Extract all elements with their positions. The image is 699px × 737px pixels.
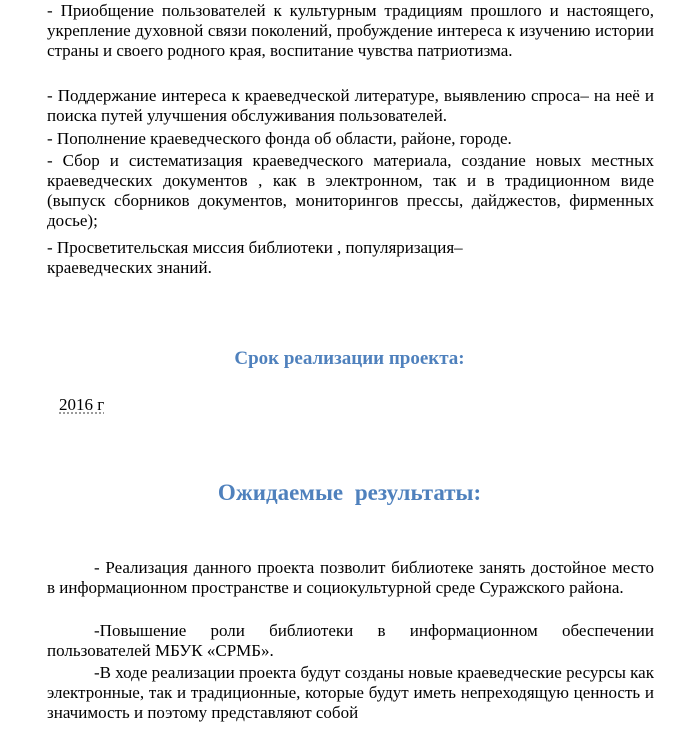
goal-item-4: - Сбор и систематизация краеведческого материала, создание новых местных краеведческих документов , как в электронном, так и в традиционном виде (выпуск сборников документов, мониторингов прессы, дайджестов, фирменных досье); — [47, 151, 654, 230]
deadline-heading: Срок реализации проекта: — [234, 348, 465, 369]
goal-item-2: - Поддержание интереса к краеведческой литературе, выявлению спроса– на неё и поиска путей улучшения обслуживания пользователей. — [47, 86, 654, 125]
result-item-1: - Реализация данного проекта позволит библиотеке занять достойное место в информационном пространстве и социокультурной среде Суражского района. — [47, 558, 654, 597]
deadline-year: 2016 г — [59, 395, 105, 414]
result-item-3: -В ходе реализации проекта будут созданы новые краеведческие ресурсы как электронные, так и традиционные, которые будут иметь непреходящую ценность и значимость и поэтому представляют собой — [47, 663, 654, 722]
result-item-2: -Повышение роли библиотеки в информационном обеспечении пользователей МБУК «СРМБ». — [47, 621, 654, 660]
goal-item-3: - Пополнение краеведческого фонда об области, районе, городе. — [47, 129, 512, 148]
results-heading: Ожидаемые результаты: — [217, 480, 482, 505]
goal-item-1: - Приобщение пользователей к культурным традициям прошлого и настоящего, укрепление духовной связи поколений, пробуждение интереса к изучению истории страны и своего родного края, воспитание чувства патриотизма. — [47, 1, 654, 60]
goal-item-5: - Просветительская миссия библиотеки , популяризация– краеведческих знаний. — [47, 238, 463, 277]
